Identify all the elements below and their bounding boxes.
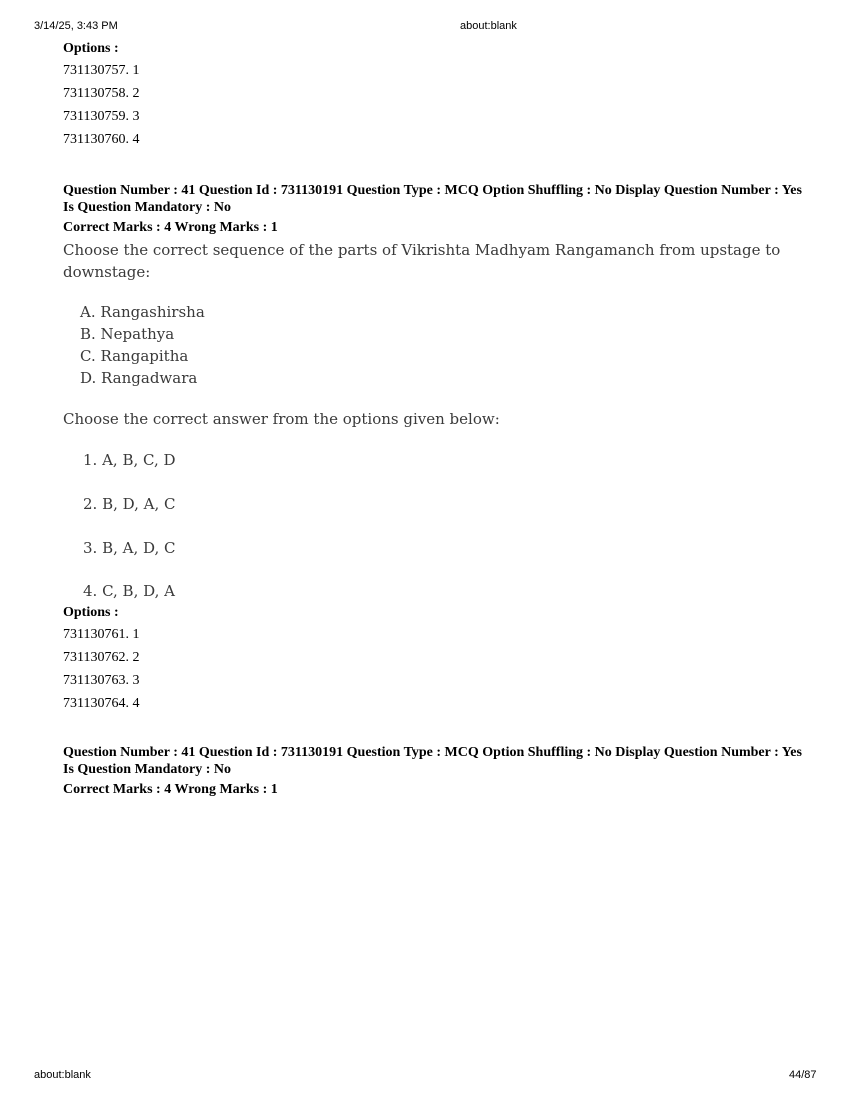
option-item: 731130758. 2	[63, 86, 140, 101]
option-item: 731130761. 1	[63, 627, 140, 642]
print-page-title: about:blank	[460, 20, 517, 32]
question-marks: Correct Marks : 4 Wrong Marks : 1	[63, 220, 278, 235]
option-item: 731130763. 3	[63, 673, 140, 688]
print-footer-url: about:blank	[34, 1069, 91, 1081]
print-timestamp: 3/14/25, 3:43 PM	[34, 20, 118, 32]
question-text-line1: Choose the correct sequence of the parts of Vikrishta Madhyam Rangamanch from upstage to	[63, 241, 781, 259]
question-part-b: B. Nepathya	[80, 325, 175, 343]
question-instruction: Choose the correct answer from the options given below:	[63, 410, 500, 428]
question-meta: Question Number : 41 Question Id : 731130191 Question Type : MCQ Option Shuffling : No Display Question Number : Yes Is Question Mandatory : No	[63, 183, 802, 215]
question-marks: Correct Marks : 4 Wrong Marks : 1	[63, 782, 278, 797]
answer-choice-2: 2. B, D, A, C	[83, 495, 176, 513]
answer-choice-4: 4. C, B, D, A	[83, 582, 175, 600]
question-part-c: C. Rangapitha	[80, 347, 189, 365]
question-part-d: D. Rangadwara	[80, 369, 198, 387]
options-heading: Options :	[63, 41, 119, 56]
answer-choice-1: 1. A, B, C, D	[83, 451, 176, 469]
option-item: 731130762. 2	[63, 650, 140, 665]
options-heading: Options :	[63, 605, 119, 620]
question-text-line2: downstage:	[63, 263, 151, 281]
print-page-number: 44/87	[789, 1069, 817, 1081]
option-item: 731130757. 1	[63, 63, 140, 78]
answer-choice-3: 3. B, A, D, C	[83, 539, 176, 557]
option-item: 731130760. 4	[63, 132, 140, 147]
question-meta: Question Number : 41 Question Id : 731130191 Question Type : MCQ Option Shuffling : No Display Question Number : Yes Is Question Mandatory : No	[63, 745, 802, 777]
option-item: 731130759. 3	[63, 109, 140, 124]
option-item: 731130764. 4	[63, 696, 140, 711]
question-part-a: A. Rangashirsha	[80, 303, 205, 321]
